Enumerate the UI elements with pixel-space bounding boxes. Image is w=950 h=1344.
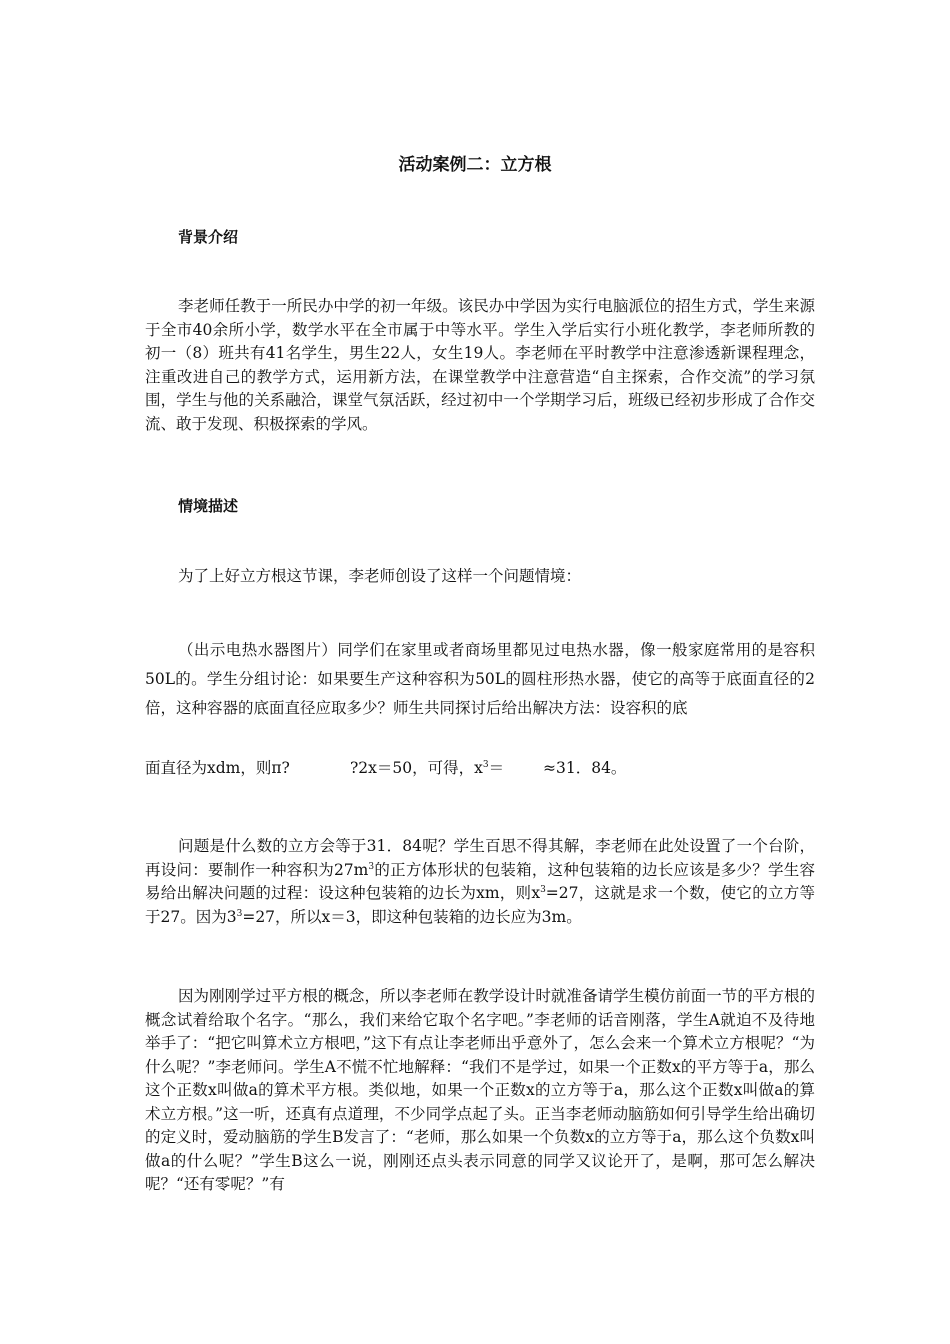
- formula-part-2-exponent: 3: [482, 760, 489, 770]
- formula-part-1: 面直径为xdm，则π?: [145, 759, 290, 777]
- cube-exponent-1: 3: [368, 861, 375, 872]
- section-heading-situation: 情境描述: [178, 497, 239, 515]
- document-title: 活动案例二：立方根: [398, 155, 552, 175]
- cube-question-paragraph: [145, 835, 815, 929]
- cube-text-3: =27，这就是求一个数，使它的立方等于27。因为3: [145, 884, 815, 926]
- cube-exponent-2: 3: [540, 885, 546, 895]
- cube-exponent-3: 3: [236, 908, 243, 919]
- formula-part-2: [350, 756, 504, 778]
- formula-part-2-text: ?2x＝50，可得，x: [350, 759, 483, 777]
- situation-intro-paragraph: 为了上好立方根这节课，李老师创设了这样一个问题情境：: [178, 567, 582, 585]
- cube-text-2: 的正方体形状的包装箱，这种包装箱的边长应该是多少？学生容易给出解决问题的过程：设这种包装箱的边长为xm，则x: [145, 860, 815, 902]
- cube-text-1: 问题是什么数的立方会等于31．84呢？学生百思不得其解，李老师在此处设置了一个台阶，再设问：要制作一种容积为27m: [145, 837, 815, 879]
- section-heading-background: 背景介绍: [178, 228, 239, 246]
- problem-paragraph: （出示电热水器图片）同学们在家里或者商场里都见过电热水器，像一般家庭常用的是容积50L的。学生分组讨论：如果要生产这种容积为50L的圆柱形热水器，使它的高等于底面直径的2倍，这种容器的底面直径应取多少？师生共同探讨后给出解决方法：设容积的底: [145, 641, 815, 717]
- background-paragraph: 李老师任教于一所民办中学的初一年级。该民办中学因为实行电脑派位的招生方式，学生来源于全市40余所小学，数学水平在全市属于中等水平。学生入学后实行小班化教学，李老师所教的初一（8）班共有41名学生，男生22人，女生19人。李老师在平时教学中注意渗透新课程理念，注重改进自己的教学方式，运用新方法，在课堂教学中注意营造“自主探索，合作交流”的学习氛围，学生与他的关系融洽，课堂气氛活跃，经过初中一个学期学习后，班级已经初步形成了合作交流、敢于发现、积极探索的学风。: [145, 297, 815, 433]
- formula-part-2-tail: ＝: [488, 759, 505, 777]
- formula-part-3: ≈31．84。: [543, 759, 627, 777]
- cube-text-4: =27，所以x＝3，即这种包装箱的边长应为3m。: [242, 907, 582, 926]
- naming-discussion-paragraph: 因为刚刚学过平方根的概念，所以李老师在教学设计时就准备请学生模仿前面一节的平方根的概念试着给取个名字。“那么，我们来给它取个名字吧。”李老师的话音刚落，学生A就迫不及待地举手了：“把它叫算术立方根吧，”这下有点让李老师出乎意外了，怎么会来一个算术立方根呢？“为什么呢？”李老师问。学生A不慌不忙地解释：“我们不是学过，如果一个正数x的平方等于a，那么这个正数x叫做a的算术平方根。类似地，如果一个正数x的立方等于a，那么这个正数x叫做a的算术立方根。”这一听，还真有点道理，不少同学点起了头。正当李老师动脑筋如何引导学生给出确切的定义时，爱动脑筋的学生B发言了：“老师，那么如果一个负数x的立方等于a，那么这个负数x叫做a的什么呢？”学生B这么一说，刚刚还点头表示同意的同学又议论开了，是啊，那可怎么解决呢？“还有零呢？”有: [145, 987, 815, 1193]
